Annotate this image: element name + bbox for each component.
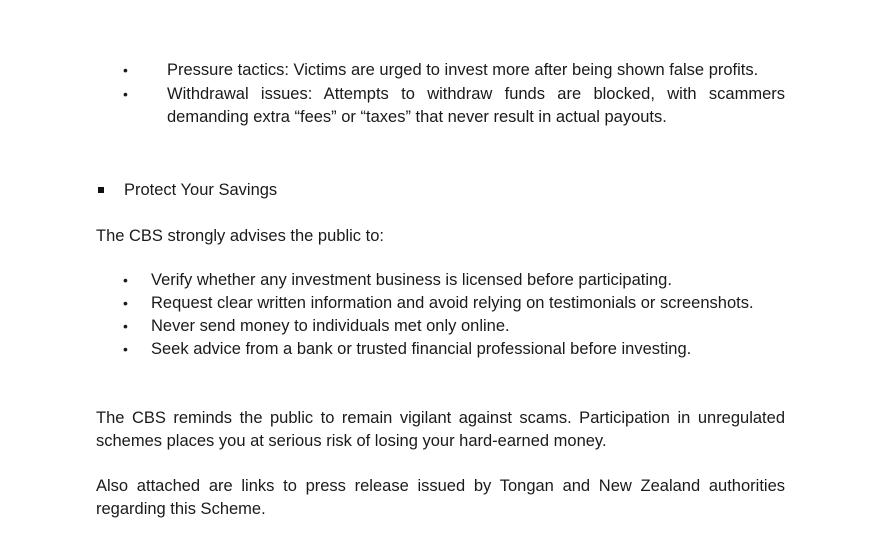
list-item (0, 83, 881, 129)
intro-paragraph: The CBS strongly advises the public to: (96, 227, 384, 245)
bullet-icon: • (123, 318, 128, 334)
list-item-text: Request clear written information and avoid relying on testimonials or screenshots. (151, 294, 754, 312)
list-item (0, 269, 881, 292)
list-item (0, 59, 881, 82)
list-item-text: Pressure tactics: Victims are urged to invest more after being shown false profits. (167, 61, 759, 79)
advice-list (0, 269, 881, 361)
scam-tactics-list (0, 59, 881, 130)
reminder-paragraph: The CBS reminds the public to remain vigilant against scams. Participation in unregulated schemes places you at serious risk of losing your hard-earned money. (96, 409, 785, 450)
list-item-text: Seek advice from a bank or trusted financial professional before investing. (151, 340, 692, 358)
bullet-icon: • (123, 272, 128, 288)
list-item-text: Verify whether any investment business is licensed before participating. (151, 271, 672, 289)
list-item-text: Never send money to individuals met only online. (151, 317, 510, 335)
bullet-icon: • (123, 295, 128, 311)
bullet-icon: • (123, 341, 128, 357)
attachment-paragraph: Also attached are links to press release issued by Tongan and New Zealand authorities regarding this Scheme. (96, 477, 785, 518)
list-item (0, 315, 881, 338)
list-item-text: Withdrawal issues: Attempts to withdraw funds are blocked, with scammers demanding extra “fees” or “taxes” that never result in actual payouts. (167, 85, 785, 126)
section-heading-label: Protect Your Savings (124, 181, 278, 199)
list-item (0, 338, 881, 361)
list-item (0, 292, 881, 315)
square-bullet-icon (98, 187, 104, 193)
bullet-icon: • (123, 86, 128, 102)
bullet-icon: • (123, 62, 128, 78)
